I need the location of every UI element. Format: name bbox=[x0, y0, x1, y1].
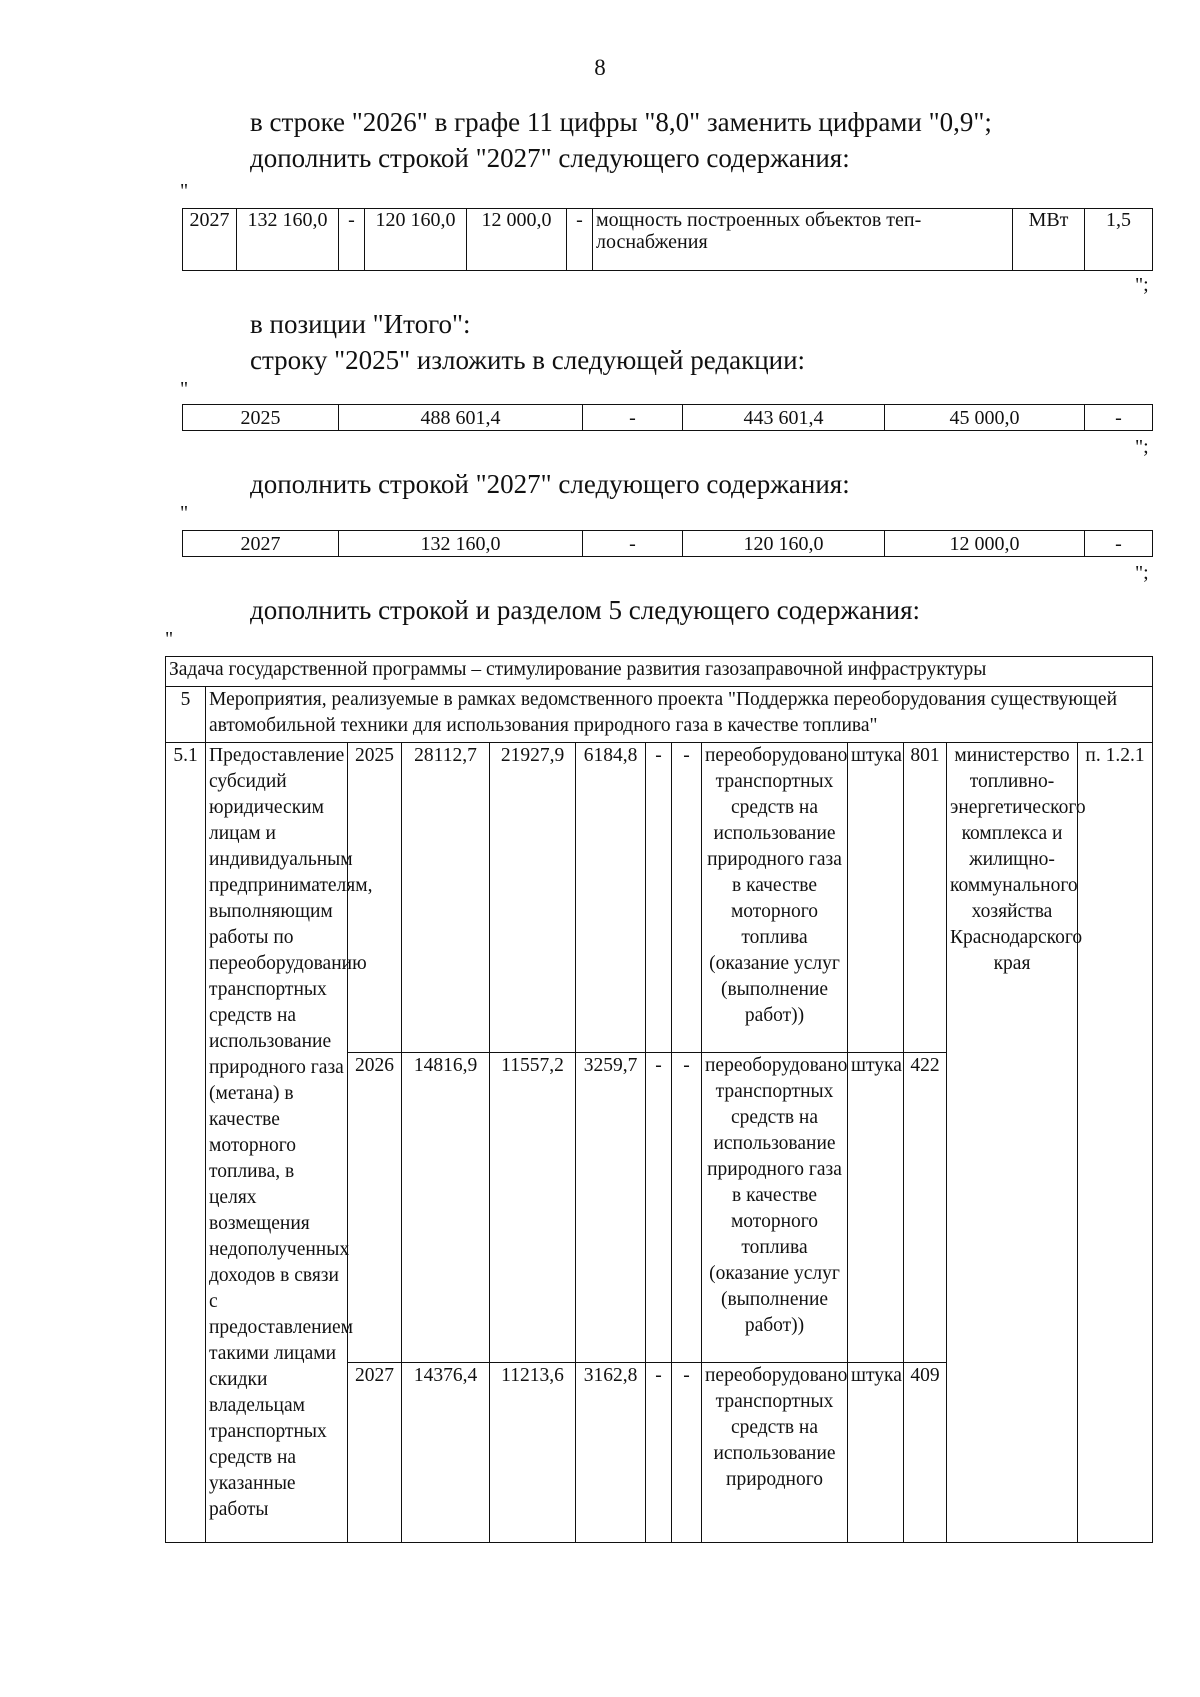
t3-other: 12 000,0 bbox=[885, 531, 1085, 557]
quote-open-4: " bbox=[165, 628, 174, 650]
quote-close-1: "; bbox=[1135, 274, 1149, 296]
t1-year: 2027 bbox=[183, 209, 237, 271]
row-2027-year: 2027 bbox=[348, 1363, 402, 1543]
t1-regional: 120 160,0 bbox=[365, 209, 467, 271]
t1-dash-2: - bbox=[567, 209, 593, 271]
row-2027-regional: 11213,6 bbox=[490, 1363, 576, 1543]
t1-dash-1: - bbox=[339, 209, 365, 271]
t2-regional: 443 601,4 bbox=[683, 405, 885, 431]
row-2026-other: 3259,7 bbox=[576, 1053, 646, 1363]
row-2027-dash-2: - bbox=[672, 1363, 702, 1543]
instruction-line-5: дополнить строкой "2027" следующего содержания: bbox=[250, 469, 850, 499]
row-2026-regional: 11557,2 bbox=[490, 1053, 576, 1363]
t3-regional: 120 160,0 bbox=[683, 531, 885, 557]
row-2026-year: 2026 bbox=[348, 1053, 402, 1363]
row-2025-year: 2025 bbox=[348, 743, 402, 1053]
quote-close-3: "; bbox=[1135, 562, 1149, 584]
instruction-line-6: дополнить строкой и разделом 5 следующего содержания: bbox=[250, 595, 921, 625]
quote-open-3: " bbox=[180, 502, 189, 524]
page-number: 8 bbox=[594, 55, 606, 80]
row-2025-regional: 21927,9 bbox=[490, 743, 576, 1053]
row-2025-dash-2: - bbox=[672, 743, 702, 1053]
row-2026-total: 14816,9 bbox=[402, 1053, 490, 1363]
row-2025-total: 28112,7 bbox=[402, 743, 490, 1053]
quote-open-2: " bbox=[180, 378, 189, 400]
row-2027-total: 14376,4 bbox=[402, 1363, 490, 1543]
t1-total: 132 160,0 bbox=[237, 209, 339, 271]
row-2026-dash-1: - bbox=[646, 1053, 672, 1363]
task-row: Задача государственной программы – стимулирование развития газозаправочной инфраструктуры bbox=[166, 657, 1153, 687]
row-2027-other: 3162,8 bbox=[576, 1363, 646, 1543]
t3-dash-1: - bbox=[583, 531, 683, 557]
quote-close-2: "; bbox=[1135, 436, 1149, 458]
instruction-line-2: дополнить строкой "2027" следующего содержания: bbox=[250, 143, 850, 173]
row-2026-dash-2: - bbox=[672, 1053, 702, 1363]
item-number: 5.1 bbox=[166, 743, 206, 1543]
t2-dash-2: - bbox=[1085, 405, 1153, 431]
executor: министерство топливно-энергетического комплекса и жилищно-коммунального хозяйства Краснодарского края bbox=[947, 743, 1078, 1543]
t3-dash-2: - bbox=[1085, 531, 1153, 557]
table-row-2027-block bbox=[182, 208, 1153, 271]
row-2027-indicator: переоборудовано транспортных средств на использование природного bbox=[702, 1363, 848, 1543]
section-title: Мероприятия, реализуемые в рамках ведомственного проекта "Поддержка переоборудования существующей автомобильной техники для использования природного газа в качестве топлива" bbox=[206, 687, 1153, 743]
section-number: 5 bbox=[166, 687, 206, 743]
reference: п. 1.2.1 bbox=[1078, 743, 1153, 1543]
row-2026-indicator: переоборудовано транспортных средств на использование природного газа в качестве моторного топлива (оказание услуг (выполнение работ)) bbox=[702, 1053, 848, 1363]
instruction-line-1: в строке "2026" в графе 11 цифры "8,0" заменить цифрами "0,9"; bbox=[250, 107, 992, 137]
row-2025-dash-1: - bbox=[646, 743, 672, 1053]
row-2025-value: 801 bbox=[904, 743, 947, 1053]
t2-year: 2025 bbox=[183, 405, 339, 431]
row-2025-unit: штука bbox=[848, 743, 904, 1053]
t2-other: 45 000,0 bbox=[885, 405, 1085, 431]
instruction-line-3: в позиции "Итого": bbox=[250, 309, 471, 339]
t2-total: 488 601,4 bbox=[339, 405, 583, 431]
row-2027-unit: штука bbox=[848, 1363, 904, 1543]
row-2026-unit: штука bbox=[848, 1053, 904, 1363]
table-section-5 bbox=[165, 656, 1153, 1543]
item-description: Предоставление субсидий юридическим лицам и индивидуальным предпринимателям, выполняющим работы по переоборудованию транспортных средств на использование природного газа (метана) в качестве моторного топлива, в целях возмещения недополученных доходов в связи с предоставлением такими лицами скидки владельцам транспортных средств на указанные работы bbox=[206, 743, 348, 1543]
table-itogo-2025 bbox=[182, 404, 1153, 431]
t1-unit: МВт bbox=[1013, 209, 1085, 271]
t3-year: 2027 bbox=[183, 531, 339, 557]
t1-other: 12 000,0 bbox=[467, 209, 567, 271]
row-2025-indicator: переоборудовано транспортных средств на использование природного газа в качестве моторного топлива (оказание услуг (выполнение работ)) bbox=[702, 743, 848, 1053]
instruction-line-4: строку "2025" изложить в следующей редакции: bbox=[250, 345, 806, 375]
t1-indicator: мощность построенных объектов теп-лоснабжения bbox=[593, 209, 1013, 271]
quote-open-1: " bbox=[180, 180, 189, 202]
table-itogo-2027 bbox=[182, 530, 1153, 557]
t2-dash-1: - bbox=[583, 405, 683, 431]
row-2025-other: 6184,8 bbox=[576, 743, 646, 1053]
t1-value: 1,5 bbox=[1085, 209, 1153, 271]
row-2026-value: 422 bbox=[904, 1053, 947, 1363]
row-2027-value: 409 bbox=[904, 1363, 947, 1543]
row-2027-dash-1: - bbox=[646, 1363, 672, 1543]
t3-total: 132 160,0 bbox=[339, 531, 583, 557]
